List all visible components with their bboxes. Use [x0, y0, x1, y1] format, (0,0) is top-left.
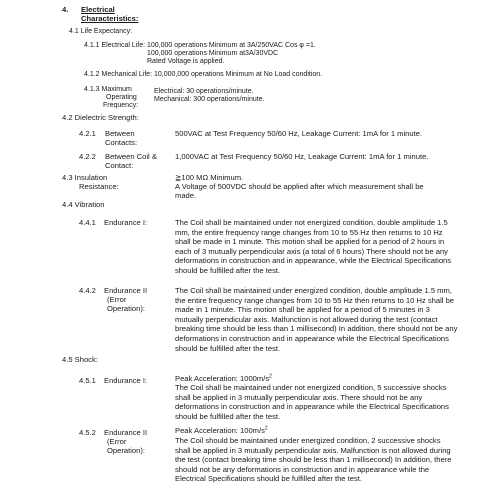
shock-e2-peak-exponent: 2 [264, 425, 268, 432]
max-frequency-label: Frequency: [103, 102, 139, 109]
electrical-life-line: 100,000 operations Minimum at 3A/250VAC Cos φ =1. [147, 42, 316, 49]
shock-e1-label: Endurance I: [104, 376, 148, 385]
dielectric-heading: 4.2 Dielectric Strength: [62, 113, 139, 122]
between-contacts-label: Contacts: [105, 138, 138, 147]
section-number: 4. [62, 5, 69, 14]
shock-e1-peak-exponent: 2 [269, 373, 272, 380]
shock-e2-number: 4.5.2 [79, 428, 96, 437]
electrical-life-line: 100,000 operations Minimum at3A/30VDC [147, 50, 279, 57]
shock-e2-peak: Peak Acceleration: $100m/s^2$ [175, 425, 268, 435]
vibration-e2-text: The Coil shall be maintained under energized condition, double amplitude 1.5 mm, the entire frequency range changes from 10 to 55 Hz then returns to 10 Hz shall be made in 1 minute. This motion shall be applied for a period of 5 minutes in 3 mutually perpendicular axis. Malfunction is not allowed during the test (contact breaking time should be less than 1 millisecond) In addition, there should not be any deformations in construction and in appearance while the Electrical Specifications should be fulfilled after the test. [175, 286, 458, 353]
between-contacts-value: 500VAC at Test Frequency 50/60 Hz, Leakage Current: 1mA for 1 minute. [175, 129, 423, 138]
max-frequency-label: Operating [106, 94, 137, 101]
shock-e2-text: The Coil should be maintained under energized condition, 2 successive shocks shall be applied in 3 mutually perpendicular axis. Malfunction is not allowed during the test (contact breaking time should be less than 1 millisecond) In addition, there should not be any deformations in construction and in appearance while the Electrical Specifications should be fulfilled after the test. [175, 436, 452, 484]
insulation-value: made. [175, 191, 197, 200]
vibration-heading: 4.4 Vibration [62, 200, 105, 209]
life-expectancy-heading: 4.1 Life Expectancy: [69, 28, 133, 35]
section-title-line2: Characteristics: [81, 14, 139, 23]
insulation-value: ≧100 MΩ Minimum. [175, 173, 244, 182]
vibration-e1-label: Endurance I: [104, 218, 148, 227]
insulation-label: 4.3 Insulation [62, 173, 108, 182]
shock-e1-text: The Coil shall be maintained under not energized condition, 5 successive shocks shall be applied in 3 mutually perpendicular axis. There should not be any deformations in construction and in appearance while the Electrical Specifications should be fulfilled after the test. [175, 383, 449, 421]
coil-contact-label: Between Coil & [105, 152, 157, 161]
insulation-label: Resistance: [79, 182, 119, 191]
mechanical-life-label: 4.1.2 Mechanical Life: [84, 71, 153, 78]
shock-e1-peak: Peak Acceleration: $1000m/s^2$ [175, 373, 272, 383]
coil-contact-number: 4.2.2 [79, 152, 96, 161]
vibration-e1-text: The Coil shall be maintained under not energized condition, double amplitude 1.5 mm, the entire frequency range changes from 10 to 55 Hz then returns to 10 Hz shall be made in 1 minute. This motion shall be applied for a period of 2 hours in each of 3 mutually perpendicular axis (a total of 6 hours) There should not be any deformations in construction and in appearance, while the Electrical Specifications should be fulfilled after the test. [175, 218, 452, 275]
vibration-e1-number: 4.4.1 [79, 218, 96, 227]
coil-contact-label: Contact: [105, 161, 134, 170]
insulation-value: A Voltage of 500VDC should be applied after which measurement shall be [175, 182, 424, 191]
vibration-e2-label: (Error [107, 295, 127, 304]
shock-e2-label: Endurance II [104, 428, 148, 437]
section-title-line1: Electrical [81, 5, 115, 14]
shock-e2-label: Operation): [107, 446, 145, 455]
shock-e2-label: (Error [107, 437, 127, 446]
coil-contact-value: 1,000VAC at Test Frequency 50/60 Hz, Leakage Current: 1mA for 1 minute. [175, 152, 429, 161]
vibration-e2-number: 4.4.2 [79, 286, 96, 295]
electrical-life-line: Rated Voltage is applied. [147, 58, 225, 65]
shock-heading: 4.5 Shock: [62, 355, 98, 364]
electrical-life-label: 4.1.1 Electrical Life: [84, 42, 146, 49]
vibration-e2-label: Operation): [107, 304, 145, 313]
between-contacts-label: Between [105, 129, 135, 138]
max-frequency-value: Mechanical: 300 operations/minute. [154, 96, 265, 103]
max-frequency-value: Electrical: 30 operations/minute. [154, 88, 254, 95]
max-frequency-label: 4.1.3 Maximum [84, 86, 132, 93]
between-contacts-number: 4.2.1 [79, 129, 96, 138]
mechanical-life-value: 10,000,000 operations Minimum at No Load condition. [154, 71, 323, 78]
shock-e1-number: 4.5.1 [79, 376, 96, 385]
vibration-e2-label: Endurance II [104, 286, 148, 295]
